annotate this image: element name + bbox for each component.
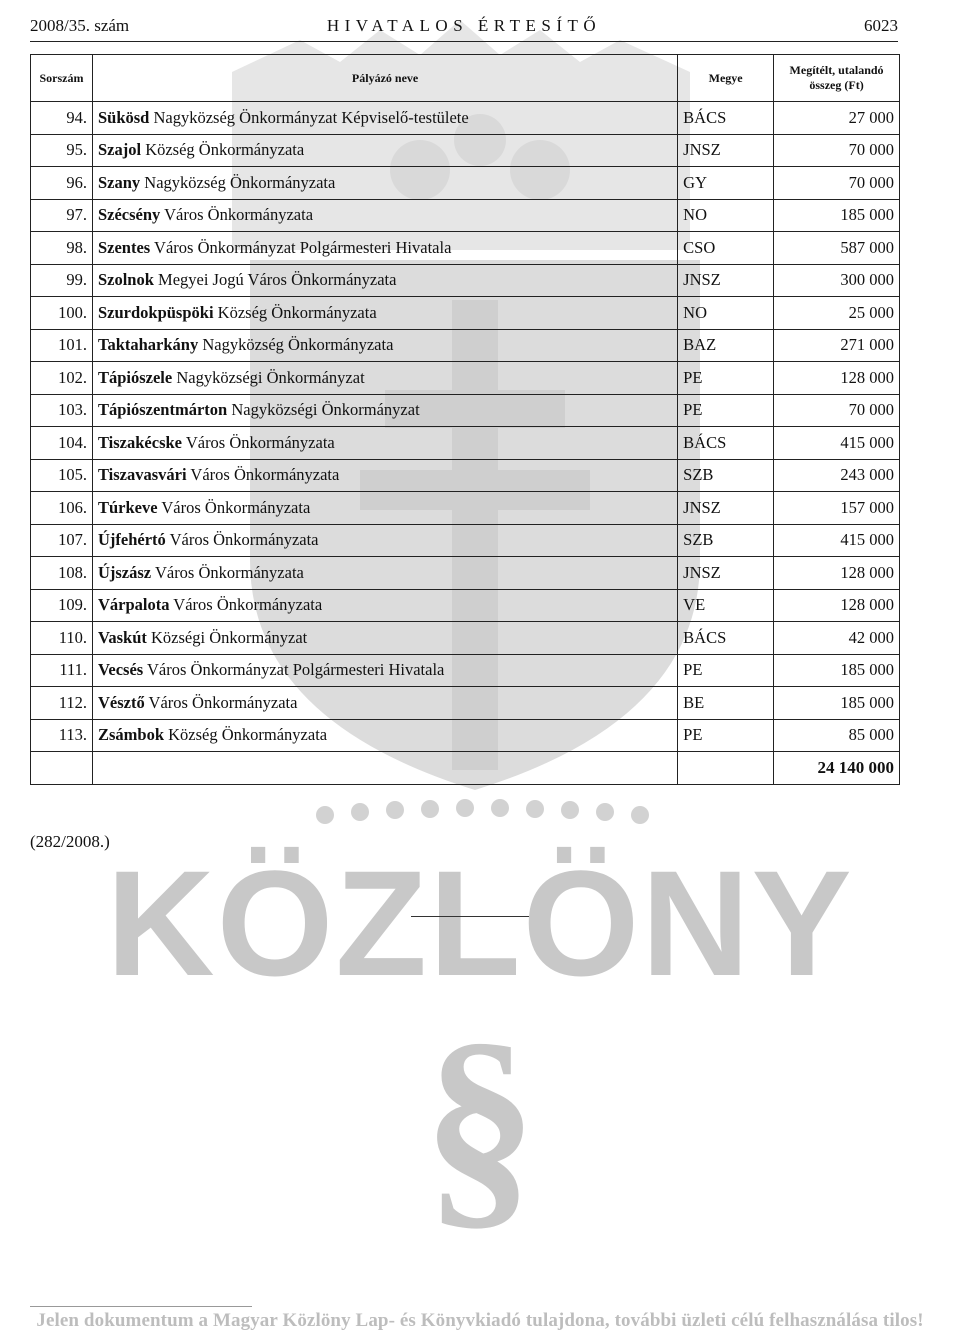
applicant-place: Szany	[97, 172, 141, 192]
row-number: 101.	[31, 329, 93, 362]
applicant-place: Túrkeve	[97, 497, 158, 517]
county-code: BAZ	[678, 329, 774, 362]
county-code: NO	[678, 297, 774, 330]
row-number: 99.	[31, 264, 93, 297]
watermark-paragraph-icon: §	[422, 995, 538, 1250]
row-number: 111.	[31, 654, 93, 687]
table-row	[31, 719, 900, 752]
applicant-body: Nagyközség Önkormányzata	[140, 172, 336, 192]
applicant-place: Szajol	[97, 140, 142, 160]
applicant-place: Újszász	[97, 562, 152, 582]
county-code: PE	[678, 394, 774, 427]
applicant-body: Város Önkormányzata	[165, 530, 319, 550]
applicant-body: Város Önkormányzat Polgármesteri Hivatala	[150, 237, 452, 257]
applicant-place: Tápiószele	[97, 367, 173, 387]
applicant-body: Község Önkormányzata	[213, 302, 377, 322]
row-number: 106.	[31, 492, 93, 525]
table-row	[31, 427, 900, 460]
applicant-place: Várpalota	[97, 595, 170, 615]
applicant-place: Tiszavasvári	[97, 465, 187, 485]
applicant-name	[92, 232, 677, 265]
table-row	[31, 134, 900, 167]
grant-amount: 185 000	[774, 654, 900, 687]
table-row	[31, 232, 900, 265]
section-separator	[411, 916, 529, 917]
row-number: 98.	[31, 232, 93, 265]
total-empty-cell	[92, 752, 677, 785]
table-row	[31, 459, 900, 492]
county-code: VE	[678, 589, 774, 622]
county-code: BE	[678, 687, 774, 720]
applicant-place: Vésztő	[97, 692, 145, 712]
applicant-name	[92, 622, 677, 655]
applicant-name	[92, 687, 677, 720]
publication-title: HIVATALOS ÉRTESÍTŐ	[326, 16, 602, 35]
applicant-body: Község Önkormányzata	[141, 140, 305, 160]
table-row	[31, 394, 900, 427]
applicant-body: Város Önkormányzata	[160, 205, 314, 225]
applicant-name	[92, 134, 677, 167]
row-number: 107.	[31, 524, 93, 557]
grant-amount: 128 000	[774, 589, 900, 622]
applicant-name	[92, 362, 677, 395]
applicant-name	[92, 557, 677, 590]
row-number: 109.	[31, 589, 93, 622]
applicant-body: Nagyközségi Önkormányzat	[172, 367, 365, 387]
county-code: PE	[678, 654, 774, 687]
applicant-place: Újfehértó	[97, 530, 166, 550]
applicant-name	[92, 394, 677, 427]
applicant-name	[92, 589, 677, 622]
grant-amount: 128 000	[774, 557, 900, 590]
applicant-place: Tiszakécske	[97, 432, 182, 452]
footer-notice: Jelen dokumentum a Magyar Közlöny Lap- és Könyvkiadó tulajdona, további üzleti célú felhasználása tilos!	[36, 1310, 924, 1331]
county-code: JNSZ	[678, 492, 774, 525]
applicant-body: Város Önkormányzat Polgármesteri Hivatala	[143, 660, 445, 680]
applicant-body: Város Önkormányzata	[182, 432, 335, 452]
column-header-applicant: Pályázó neve	[92, 55, 677, 102]
table-row	[31, 492, 900, 525]
applicant-body: Község Önkormányzata	[164, 725, 328, 745]
table-row	[31, 524, 900, 557]
county-code: BÁCS	[678, 102, 774, 135]
grant-amount: 415 000	[774, 427, 900, 460]
county-code: JNSZ	[678, 134, 774, 167]
applicant-name	[92, 719, 677, 752]
applicant-name	[92, 459, 677, 492]
grant-amount: 185 000	[774, 687, 900, 720]
applicant-name	[92, 654, 677, 687]
row-number: 97.	[31, 199, 93, 232]
county-code: PE	[678, 362, 774, 395]
grant-amount: 300 000	[774, 264, 900, 297]
grant-amount: 85 000	[774, 719, 900, 752]
table-row	[31, 297, 900, 330]
issue-number: 2008/35. szám	[30, 16, 130, 35]
table-body	[31, 102, 900, 752]
column-header-amount: Megítélt, utalandó összeg (Ft)	[774, 55, 900, 102]
applicant-place: Szurdokpüspöki	[97, 302, 214, 322]
table-row	[31, 264, 900, 297]
applicant-name	[92, 102, 677, 135]
applicant-name	[92, 427, 677, 460]
table-row	[31, 167, 900, 200]
footer-rule	[30, 1306, 252, 1307]
row-number: 102.	[31, 362, 93, 395]
applicant-body: Város Önkormányzata	[151, 562, 304, 582]
grant-amount: 25 000	[774, 297, 900, 330]
applicant-body: Város Önkormányzata	[144, 692, 298, 712]
page-number: 6023	[864, 16, 898, 35]
row-number: 94.	[31, 102, 93, 135]
column-header-county: Megye	[678, 55, 774, 102]
table-row	[31, 622, 900, 655]
applicant-place: Zsámbok	[97, 725, 164, 745]
applicant-name	[92, 167, 677, 200]
table-row	[31, 654, 900, 687]
county-code: BÁCS	[678, 427, 774, 460]
applicant-place: Tápiószentmárton	[97, 400, 228, 420]
grant-amount: 70 000	[774, 394, 900, 427]
grant-amount: 157 000	[774, 492, 900, 525]
table-row	[31, 557, 900, 590]
county-code: JNSZ	[678, 264, 774, 297]
row-number: 95.	[31, 134, 93, 167]
applicant-name	[92, 524, 677, 557]
row-number: 110.	[31, 622, 93, 655]
applicant-place: Szentes	[97, 237, 151, 257]
grant-amount: 271 000	[774, 329, 900, 362]
row-number: 112.	[31, 687, 93, 720]
applicant-name	[92, 329, 677, 362]
table-row	[31, 362, 900, 395]
applicant-body: Nagyközségi Önkormányzat	[227, 400, 420, 420]
row-number: 104.	[31, 427, 93, 460]
row-number: 113.	[31, 719, 93, 752]
applicant-body: Megyei Jogú Város Önkormányzata	[153, 270, 397, 290]
applicant-body: Nagyközség Önkormányzat Képviselő-testülete	[149, 107, 469, 127]
county-code: GY	[678, 167, 774, 200]
watermark-text: KÖZLÖNY	[106, 839, 854, 1007]
grant-amount: 128 000	[774, 362, 900, 395]
applicant-place: Taktaharkány	[97, 335, 199, 355]
grant-amount: 243 000	[774, 459, 900, 492]
applicant-name	[92, 199, 677, 232]
grant-amount: 587 000	[774, 232, 900, 265]
applicant-place: Szécsény	[97, 205, 161, 225]
table-row	[31, 199, 900, 232]
row-number: 108.	[31, 557, 93, 590]
grant-amount: 185 000	[774, 199, 900, 232]
applicant-body: Város Önkormányzata	[186, 465, 340, 485]
row-number: 105.	[31, 459, 93, 492]
applicant-body: Város Önkormányzata	[157, 497, 311, 517]
table-row	[31, 687, 900, 720]
grant-amount: 42 000	[774, 622, 900, 655]
table-row	[31, 589, 900, 622]
county-code: CSO	[678, 232, 774, 265]
grants-table	[30, 54, 900, 785]
applicant-body: Községi Önkormányzat	[146, 627, 308, 647]
table-row	[31, 329, 900, 362]
county-code: SZB	[678, 459, 774, 492]
table-header-row	[31, 55, 900, 102]
reference-number: (282/2008.)	[30, 832, 110, 851]
applicant-place: Sükösd	[97, 107, 150, 127]
applicant-body: Város Önkormányzata	[169, 595, 323, 615]
column-header-number: Sorszám	[31, 55, 93, 102]
applicant-place: Szolnok	[97, 270, 154, 290]
total-empty-cell	[31, 752, 93, 785]
applicant-place: Vecsés	[97, 660, 144, 680]
county-code: PE	[678, 719, 774, 752]
grant-amount: 415 000	[774, 524, 900, 557]
header-rule	[30, 41, 898, 42]
county-code: JNSZ	[678, 557, 774, 590]
applicant-name	[92, 492, 677, 525]
county-code: BÁCS	[678, 622, 774, 655]
grant-amount: 27 000	[774, 102, 900, 135]
applicant-body: Nagyközség Önkormányzata	[198, 335, 394, 355]
table-row	[31, 102, 900, 135]
total-amount: 24 140 000	[774, 752, 900, 785]
row-number: 100.	[31, 297, 93, 330]
applicant-place: Vaskút	[97, 627, 147, 647]
grant-amount: 70 000	[774, 134, 900, 167]
row-number: 103.	[31, 394, 93, 427]
row-number: 96.	[31, 167, 93, 200]
page-header	[30, 16, 898, 42]
grant-amount: 70 000	[774, 167, 900, 200]
total-row	[31, 752, 900, 785]
county-code: SZB	[678, 524, 774, 557]
total-empty-cell	[678, 752, 774, 785]
applicant-name	[92, 264, 677, 297]
applicant-name	[92, 297, 677, 330]
county-code: NO	[678, 199, 774, 232]
